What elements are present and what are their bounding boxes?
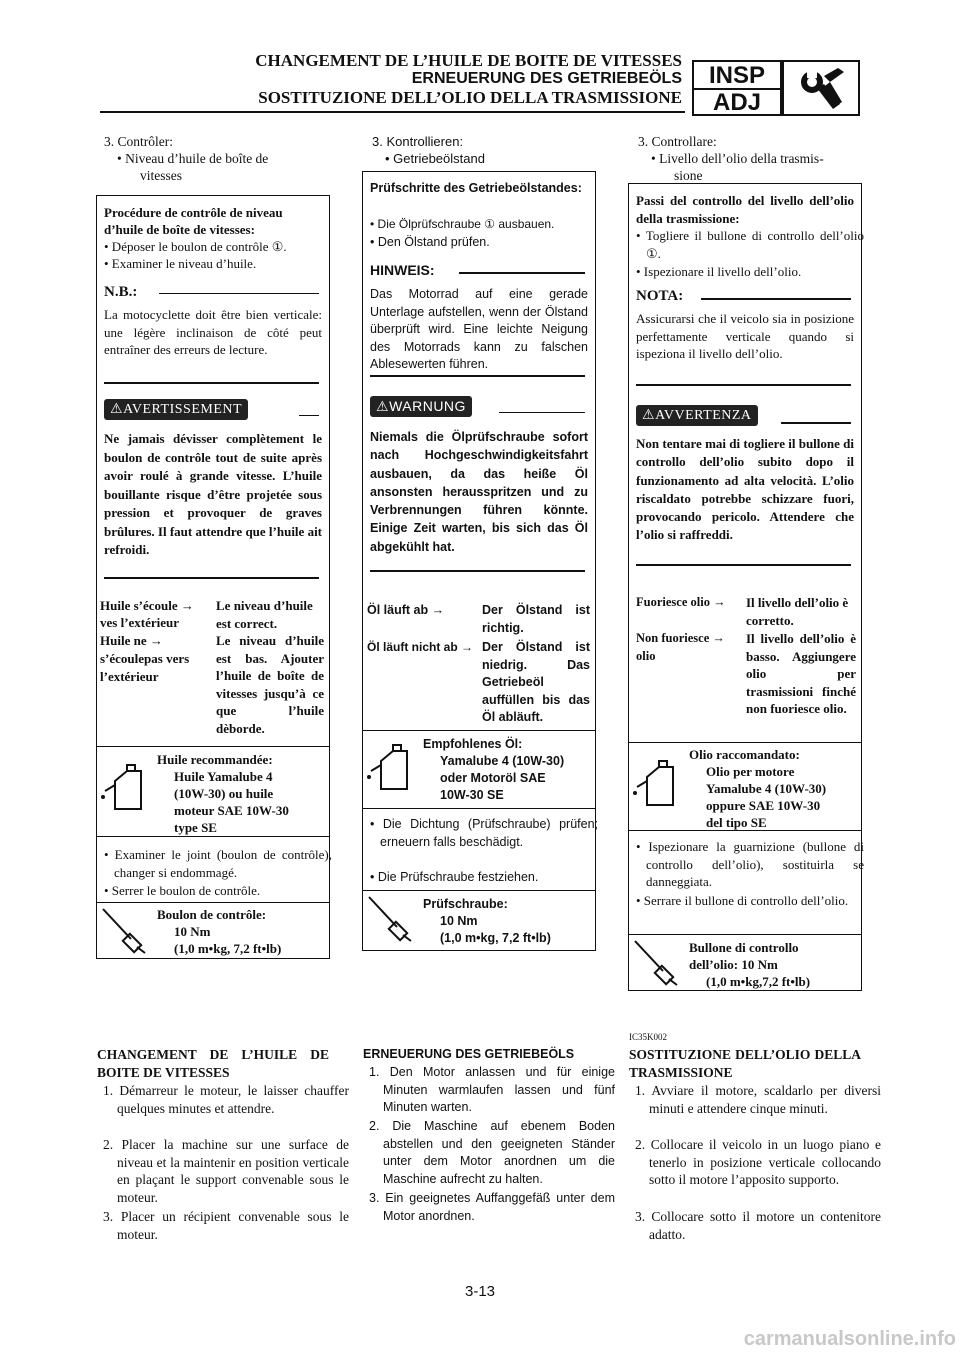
de-section-title: ERNEUERUNG DES GETRIEBEÖLS — [363, 1047, 575, 1061]
it-warning-text: Non tentare mai di togliere il bullone di controllo dell’olio subito dopo il funzionamento ad alta velocità. L’olio riscaldato potrebbe schizzare fuori, provocando pericolo. Attendere che l’olio si raffreddi. — [636, 436, 854, 543]
de-procedure-box — [362, 171, 596, 951]
fr-warning-text: Ne jamais dévisser complètement le boulon de contrôle tout de suite après avoir roulé à grande vitesse. L’huile bouillante risque d’être projetée sous pression et provoquer de graves brûlures. Il faut attendre que l’huile ait refroidi. — [104, 431, 323, 557]
fr-note-label: N.B.: — [104, 284, 138, 300]
it-warning-label: ⚠AVVERTENZA — [636, 405, 758, 426]
fr-box-title2: d’huile de boîte de vitesses: — [104, 222, 255, 237]
fr-box-bullet2: • Examiner le niveau d’huile. — [104, 256, 257, 271]
it-note-rule — [701, 298, 851, 300]
de-note-text: Das Motorrad auf eine gerade Unterlage aufstellen, wenn der Ölstand überprüft wird. Eine leichte Neigung des Motorrads kann zu falschen Ablesewerten führen. — [370, 287, 588, 371]
de-t1-left: Öl läuft ab → — [367, 603, 445, 617]
fr-oil-l4: type SE — [174, 820, 217, 835]
fr-warning-rule — [299, 415, 319, 416]
fr-oil-title: Huile recommandée: — [157, 752, 273, 767]
fr-step-2: 2. Placer la machine sur une surface de niveau et la maintenir en position verticale en plaçant le support convenable sous le moteur. — [103, 1137, 349, 1205]
fr-step3-item1: • Niveau d’huile de boîte de — [117, 151, 269, 166]
warning-triangle-icon: ⚠ — [110, 402, 124, 417]
header-rule — [100, 111, 685, 113]
it-t2-left2: olio — [636, 649, 656, 663]
de-check-bullet1: • Die Dichtung (Prüfschraube) prüfen; erneuern falls beschädigt. — [370, 817, 598, 849]
insp-badge: INSP — [692, 60, 782, 90]
it-warning-label-wrap — [636, 405, 758, 426]
adj-badge: ADJ — [692, 88, 782, 116]
de-box-bullet1: • Die Ölprüfschraube ① ausbauen. — [370, 217, 555, 231]
de-divider-2 — [363, 808, 595, 809]
it-check-bullet1: • Ispezionare la guarnizione (bullone di controllo dell’olio), sostituirla se danneggiata. — [636, 839, 864, 889]
fr-section-title: CHANGEMENT DE L’HUILE DE BOITE DE VITESSES — [97, 1047, 329, 1080]
it-step-3: 3. Collocare sotto il motore un contenitore adatto. — [635, 1209, 881, 1242]
wrench-screwdriver-icon — [782, 60, 860, 116]
warning-triangle-icon: ⚠ — [642, 408, 656, 423]
watermark: carmanualsonline.info — [743, 1328, 956, 1350]
fr-step-1: 1. Démarreur le moteur, le laisser chauffer quelques minutes et attendre. — [103, 1083, 349, 1116]
fr-torque-l2: (1,0 m•kg, 7,2 ft•lb) — [174, 941, 282, 956]
fr-step3: 3. Contrôler: — [104, 134, 173, 149]
it-t2-left: Non fuoriesce → — [636, 631, 725, 645]
de-box-title: Prüfschritte des Getriebeölstandes: — [370, 181, 582, 195]
torque-wrench-icon — [97, 903, 153, 959]
fr-oil-l3: moteur SAE 10W-30 — [174, 803, 289, 818]
fr-warning-label: ⚠AVERTISSEMENT — [104, 399, 248, 420]
de-oil-l2: oder Motoröl SAE — [440, 771, 546, 785]
it-note-end-rule — [636, 384, 851, 386]
fr-step-3: 3. Placer un récipient convenable sous le moteur. — [103, 1209, 349, 1242]
de-step3: 3. Kontrollieren: — [372, 134, 464, 149]
it-procedure-box — [628, 183, 862, 991]
it-warning-end-rule — [636, 564, 851, 566]
it-step3: 3. Controllare: — [638, 134, 717, 149]
fr-warning-label-wrap — [104, 399, 248, 420]
it-box-title: Passi del controllo del livello dell’olio della trasmissione: — [636, 193, 854, 226]
fr-t2-left: Huile ne → — [100, 633, 163, 648]
oil-can-icon — [629, 743, 685, 827]
it-oil-l3: oppure SAE 10W-30 — [706, 798, 821, 813]
it-step-2: 2. Collocare il veicolo in un luogo piano e tenerlo in posizione verticale collocando sotto il motore l’apposito supporto. — [635, 1137, 881, 1187]
fr-note-end-rule — [104, 382, 319, 384]
fr-step3-item2: vitesses — [140, 168, 182, 183]
de-note-label: HINWEIS: — [370, 262, 435, 278]
it-box-bullet1: • Togliere il bullone di controllo dell’olio ①. — [636, 228, 864, 261]
fr-t1-left: Huile s’écoule → — [100, 598, 194, 613]
torque-wrench-icon — [629, 935, 685, 991]
fr-procedure-box — [96, 195, 330, 959]
fr-warning-end-rule — [104, 577, 319, 579]
fr-oil-l2: (10W-30) ou huile — [174, 786, 274, 801]
fr-t2-left3: l’extérieur — [100, 669, 159, 684]
warning-triangle-icon: ⚠ — [376, 398, 390, 414]
it-step3-item1: • Livello dell’olio della trasmis- — [651, 151, 824, 166]
de-step-3: 3. Ein geeignetes Auffanggefäß unter dem Motor anordnen. — [369, 1191, 615, 1223]
de-oil-title: Empfohlenes Öl: — [423, 737, 523, 751]
oil-can-icon — [363, 731, 419, 809]
it-oil-l1: Olio per motore — [706, 764, 795, 779]
de-warning-rule — [499, 412, 585, 413]
it-torque-l2: (1,0 m•kg,7,2 ft•lb) — [706, 974, 811, 989]
it-divider-2 — [629, 830, 861, 831]
fr-check-bullet2: • Serrer le boulon de contrôle. — [104, 883, 261, 898]
fr-oil-l1: Huile Yamalube 4 — [174, 769, 273, 784]
de-t2-right: Der Ölstand ist niedrig. Das Getriebeöl auffüllen bis das Öl abläuft. — [482, 640, 590, 724]
fr-box-title1: Procédure de contrôle de niveau — [104, 205, 283, 220]
de-warning-label-wrap — [370, 396, 472, 417]
de-torque-title: Prüfschraube: — [423, 897, 508, 911]
oil-can-icon — [97, 747, 153, 829]
de-note-end-rule — [370, 375, 585, 377]
fr-t2-right: Le niveau d’huile est bas. Ajouter l’huile de boîte de vitesses jusqu’à ce que l’huile dèborde. — [216, 633, 324, 736]
de-torque-l2: (1,0 m•kg, 7,2 ft•lb) — [440, 931, 551, 945]
page-number: 3-13 — [464, 1283, 496, 1300]
it-note-text: Assicurarsi che il veicolo sia in posizione perfettamente verticale quando si ispeziona il livello dell’olio. — [636, 311, 854, 361]
it-torque-l1: dell’olio: 10 Nm — [689, 957, 778, 972]
fr-torque-l1: 10 Nm — [174, 924, 211, 939]
fr-torque-title: Boulon de contrôle: — [157, 907, 267, 922]
it-note-label: NOTA: — [636, 288, 684, 304]
it-section-title: SOSTITUZIONE DELL’OLIO DELLA TRASMISSIONE — [629, 1047, 861, 1080]
de-check-bullet2: • Die Prüfschraube festziehen. — [370, 870, 539, 884]
it-box-bullet2: • Ispezionare il livello dell’olio. — [636, 264, 802, 279]
fr-divider-2 — [97, 836, 329, 837]
header-title-it: SOSTITUZIONE DELL’OLIO DELLA TRASMISSIONE — [258, 88, 682, 107]
it-check-bullet2: • Serrare il bullone di controllo dell’olio. — [636, 893, 849, 908]
it-oil-l2: Yamalube 4 (10W-30) — [706, 781, 827, 796]
it-oil-title: Olio raccomandato: — [689, 747, 800, 762]
fr-box-bullet1: • Déposer le boulon de contrôle ①. — [104, 239, 287, 254]
de-warning-label: ⚠WARNUNG — [370, 396, 472, 417]
it-t1-right: Il livello dell’olio è corretto. — [746, 595, 849, 628]
de-t1-right: Der Ölstand ist richtig. — [482, 603, 590, 635]
it-warning-rule — [781, 422, 851, 424]
de-t2-left: Öl läuft nicht ab → — [367, 640, 474, 654]
it-step-1: 1. Avviare il motore, scaldarlo per diversi minuti e attendere cinque minuti. — [635, 1083, 881, 1116]
torque-wrench-icon — [363, 891, 419, 949]
header-title-de: ERNEUERUNG DES GETRIEBEÖLS — [411, 70, 682, 87]
fr-note-rule — [159, 293, 319, 294]
de-oil-l3: 10W-30 SE — [440, 788, 504, 802]
de-note-rule — [459, 272, 585, 274]
de-torque-l1: 10 Nm — [440, 914, 478, 928]
it-t1-left: Fuoriesce olio → — [636, 595, 726, 609]
fr-note-text: La motocyclette doit être bien verticale: une légère inclinaison de côté peut entraîner des erreurs de lecture. — [104, 307, 322, 357]
it-step3-item2: sione — [674, 168, 703, 183]
de-oil-l1: Yamalube 4 (10W-30) — [440, 754, 565, 768]
it-t2-right: Il livello dell’olio è basso. Aggiungere olio per trasmissioni finché non fuoriesce olio. — [746, 631, 856, 716]
fr-t1-right: Le niveau d’huile est correct. — [216, 598, 313, 631]
de-warning-end-rule — [370, 570, 585, 572]
de-step-1: 1. Den Motor anlassen und für einige Minuten warmlaufen lassen und fünf Minuten warten. — [369, 1065, 615, 1114]
de-warning-text: Niemals die Ölprüfschraube sofort nach Hochgeschwindigkeitsfahrt ausbauen, da das heiße Öl ansonsten herausspritzen und zu Verbrennungen führen könnte. Einige Zeit warten, bis sich das Öl abgekühlt hat. — [370, 430, 588, 554]
fr-check-bullet1: • Examiner le joint (boulon de contrôle), changer si endommagé. — [104, 847, 332, 880]
fr-t1-left2: ves l’extérieur — [100, 615, 180, 630]
it-torque-title: Bullone di controllo — [689, 940, 799, 955]
header-title-fr: CHANGEMENT DE L’HUILE DE BOITE DE VITESSES — [255, 51, 682, 70]
de-box-bullet2: • Den Ölstand prüfen. — [370, 235, 490, 249]
fr-t2-left2: s’écoulepas vers — [100, 651, 190, 666]
de-step-2: 2. Die Maschine auf ebenem Boden abstellen und den geeigneten Ständer unter dem Motor anordnen um die Maschine aufrecht zu halten. — [369, 1119, 615, 1186]
de-step3-item1: • Getriebeölstand — [385, 151, 485, 166]
it-section-code: IC35K002 — [629, 1032, 667, 1042]
it-oil-l4: del tipo SE — [706, 815, 767, 830]
